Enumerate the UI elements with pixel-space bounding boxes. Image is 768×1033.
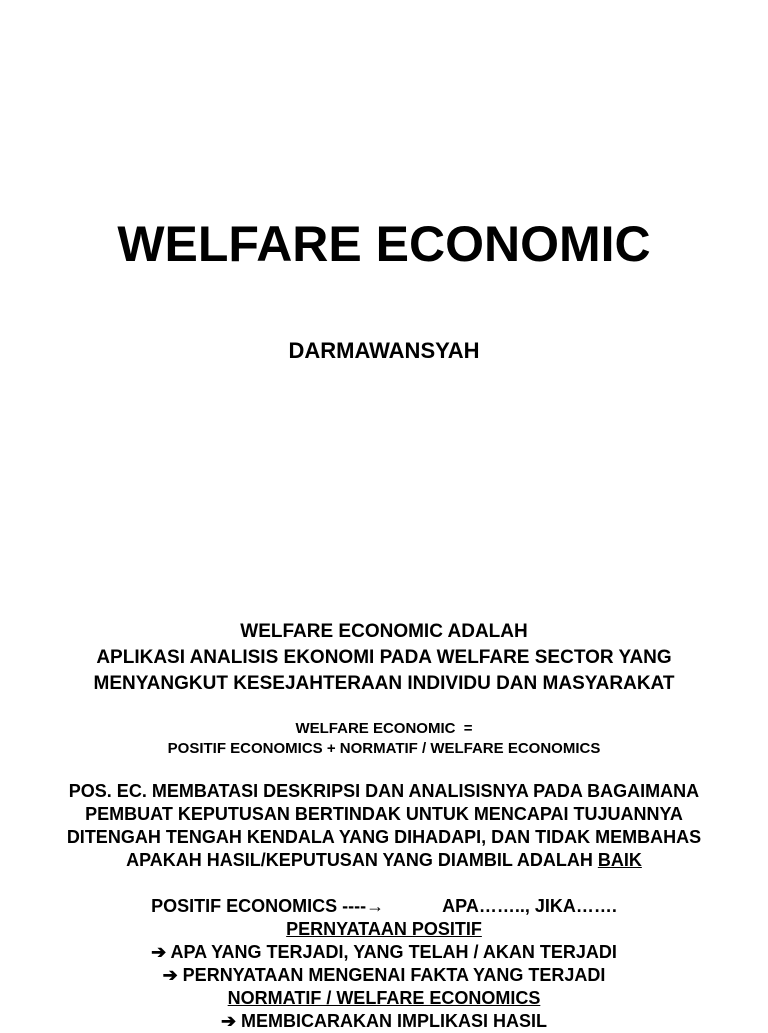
- positif-value: APA…….., JIKA…….: [442, 896, 617, 916]
- equation-block: [0, 719, 768, 759]
- equation-line-2: POSITIF ECONOMICS + NORMATIF / WELFARE ECONOMICS: [167, 740, 601, 757]
- positive-normative-list: [0, 895, 768, 1033]
- pernyataan-positif-row: [0, 918, 768, 941]
- slide-title: WELFARE ECONOMIC: [117, 216, 651, 272]
- pernyataan-positif-heading: PERNYATAAN POSITIF: [286, 919, 482, 939]
- normatif-row: [0, 987, 768, 1010]
- pos-ec-line-2: PEMBUAT KEPUTUSAN BERTINDAK UNTUK MENCAPAI TUJUANNYA: [85, 804, 683, 824]
- pos-ec-line-4: [0, 849, 768, 872]
- bullet-1: ➔ APA YANG TERJADI, YANG TELAH / AKAN TERJADI: [151, 942, 617, 962]
- positif-label: POSITIF ECONOMICS ----→: [151, 896, 385, 916]
- positif-row: [0, 895, 768, 918]
- definition-line-2: APLIKASI ANALISIS EKONOMI PADA WELFARE SECTOR YANG: [96, 647, 672, 668]
- bullet-3: ➔ MEMBICARAKAN IMPLIKASI HASIL: [220, 1011, 548, 1031]
- pos-ec-line-4-text: APAKAH HASIL/KEPUTUSAN YANG DIAMBIL ADALAH: [126, 850, 598, 870]
- slide-author: DARMAWANSYAH: [288, 338, 480, 363]
- bullet-2: ➔ PERNYATAAN MENGENAI FAKTA YANG TERJADI: [162, 965, 606, 985]
- equation-line-1: WELFARE ECONOMIC =: [295, 720, 473, 737]
- normatif-heading: NORMATIF / WELFARE ECONOMICS: [227, 988, 541, 1008]
- pos-ec-line-1: POS. EC. MEMBATASI DESKRIPSI DAN ANALISISNYA PADA BAGAIMANA: [68, 781, 700, 801]
- positive-economics-paragraph: [0, 780, 768, 872]
- underlined-baik: BAIK: [597, 850, 642, 870]
- definition-line-1: WELFARE ECONOMIC ADALAH: [240, 621, 528, 642]
- pos-ec-line-3: DITENGAH TENGAH KENDALA YANG DIHADAPI, DAN TIDAK MEMBAHAS: [66, 827, 702, 847]
- definition-line-3: MENYANGKUT KESEJAHTERAAN INDIVIDU DAN MASYARAKAT: [93, 673, 675, 694]
- definition-block: [0, 619, 768, 697]
